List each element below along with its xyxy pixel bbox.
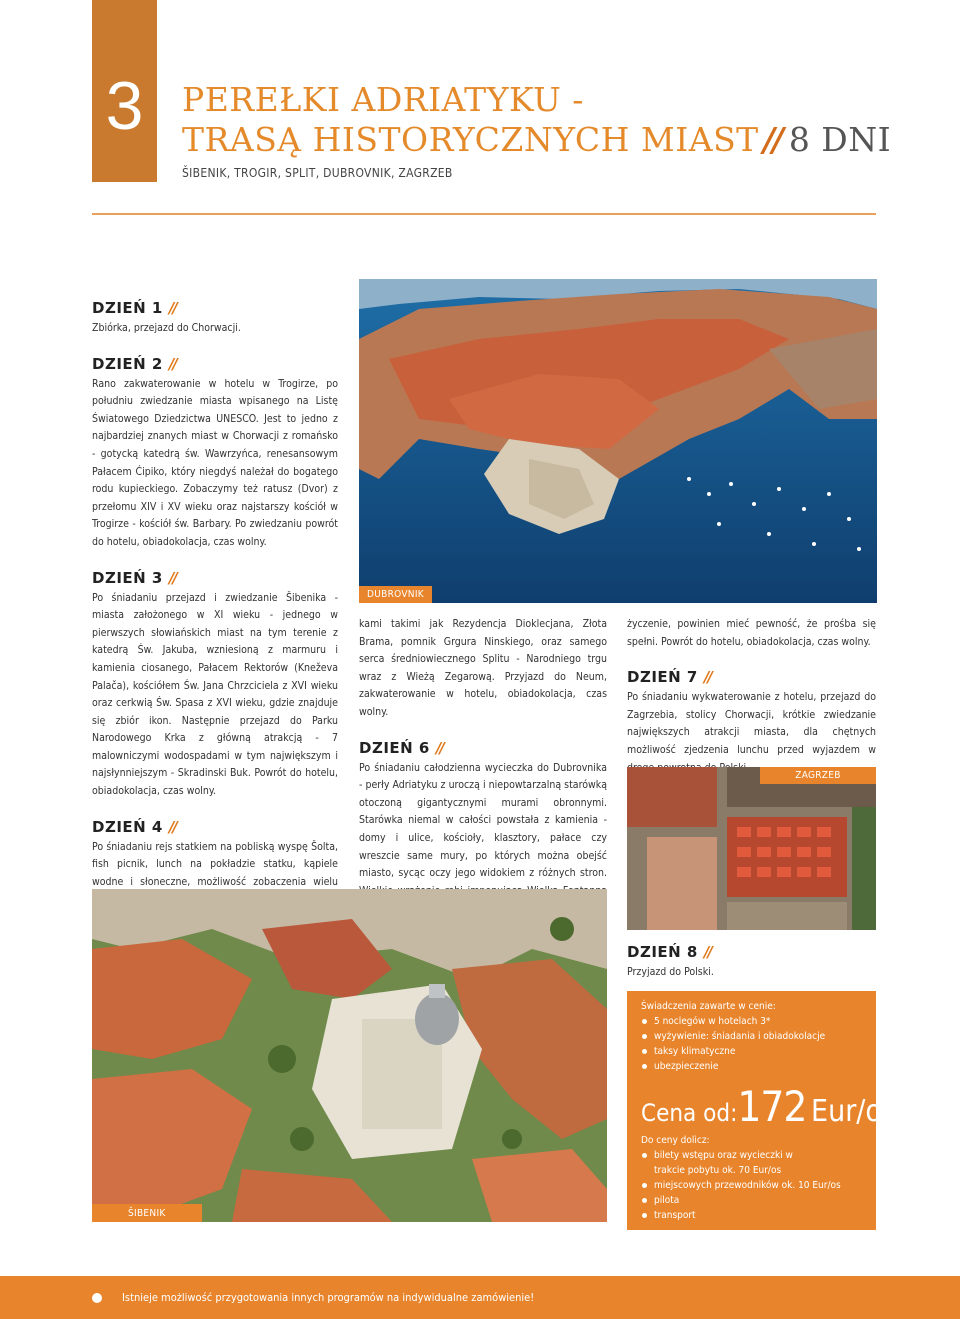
day-8-block xyxy=(627,942,876,982)
day-7-title: DZIEŃ 7 xyxy=(627,668,698,687)
slash-icon: // xyxy=(703,668,711,687)
day-6-heading xyxy=(359,738,607,758)
day-8-text: Przyjazd do Polski. xyxy=(627,966,714,978)
day-7-text: Po śniadaniu wykwaterowanie z hotelu, przejazd do Zagrzebia, stolicy Chorwacji, krótkie zwiedzanie największych atrakcji miasta, dla chętnych możliwość zjedzenia lunchu przed wyjazdem w xyxy=(627,691,876,756)
extra-item: miejscowych przewodników ok. 10 Eur/os xyxy=(641,1178,876,1193)
slash-icon: // xyxy=(168,568,176,587)
extra-item: bilety wstępu oraz wycieczki w trakcie pobytu ok. 70 Eur/os xyxy=(641,1148,824,1178)
column-3 xyxy=(627,616,876,777)
day-4-title: DZIEŃ 4 xyxy=(92,817,163,836)
price-box xyxy=(627,991,896,1230)
program-number-block xyxy=(92,0,157,182)
duration: 8 DNI xyxy=(788,120,892,159)
slash-icon: // xyxy=(703,943,711,961)
slash-icon: // xyxy=(435,738,443,757)
dubrovnik-photo xyxy=(359,279,877,603)
extra-item: pilota xyxy=(641,1193,876,1208)
zagrzeb-photo xyxy=(627,767,876,930)
extra-item: transport xyxy=(641,1208,876,1223)
title-line-2-text: TRASĄ HISTORYCZNYCH MIAST xyxy=(182,120,759,159)
dubrovnik-caption: DUBROVNIK xyxy=(359,586,432,603)
title-separator: // xyxy=(762,120,781,159)
day-1-title: DZIEŃ 1 xyxy=(92,299,163,317)
program-number: 3 xyxy=(105,68,144,144)
day-6-text: Po śniadaniu całodzienna wycieczka do Dubrovnika - perły Adriatyku z uroczą i niepowtarzalną starówką otoczoną gigantycznymi murami obronnymi. Starówka niemal w całości powstała z kamienia - domy i ulice, kościoły, klasztory, pałace czy wreszcie same mury, po których można obejść miasto, sycąc oczy jego widokiem z różnych stron. xyxy=(359,761,607,880)
price-value: 172 xyxy=(737,1082,807,1131)
day-4-text: Po śniadaniu rejs statkiem na pobliską wyspę Šolta, fish picnik, lunch na pokładzie statku, kąpiele wodne i słoneczne, możliwość zobaczenia wielu xyxy=(92,840,338,888)
extra-label: Do ceny dolicz: xyxy=(641,1135,710,1146)
price-line xyxy=(641,1082,896,1131)
dubrovnik-image xyxy=(359,279,877,603)
day-2-heading xyxy=(92,354,338,374)
footer-note: Istnieje możliwość przygotowania innych programów na indywidualne zamówienie! xyxy=(122,1291,535,1304)
included-item: 5 noclegów w hotelach 3* xyxy=(641,1014,876,1029)
included-item: ubezpieczenie xyxy=(641,1059,876,1074)
included-list xyxy=(641,1014,876,1074)
day-6-continuation: życzenie, powinien mieć pewność, że prośba się spełni. Powrót do hotelu, obiadokolacja, czas wolny. xyxy=(627,618,876,648)
slash-icon: // xyxy=(168,299,176,317)
title-line-1: PEREŁKI ADRIATYKU - xyxy=(182,80,584,119)
header-divider xyxy=(92,213,876,215)
day-3-title: DZIEŃ 3 xyxy=(92,568,163,587)
page-title xyxy=(182,80,891,160)
zagrzeb-caption: ZAGRZEB xyxy=(760,767,876,784)
day-5-continuation: kami takimi jak Rezydencja Dioklecjana, Złota Brama, pomnik Grgura Ninskiego, oraz samego serca średniowiecznego Splitu - Narodniego trgu wraz z Wieżą Zegarową. Przyjazd do Neum, zakwaterowanie w hotelu, obiadokolacja, czas wolny. xyxy=(359,618,607,718)
footer-bar xyxy=(0,1276,960,1319)
day-2-title: DZIEŃ 2 xyxy=(92,354,163,373)
included-item: wyżywienie: śniadania i obiadokolacje xyxy=(641,1029,876,1044)
day-2-text: Rano zakwaterowanie w hotelu w Trogirze, po południu zwiedzanie miasta wpisanego na Listę Światowego Dziedzictwa UNESCO. Jest to jedno z najbardziej znanych miast w Chorwacji z romańsko - gotycką katedrą św. Wawrzyńca, renesansowym Pałacem Ćipiko, który niegdyś należał do bogatego rodu kupieckiego. Zobaczymy też ratusz (Dvor) z przełomu XIV i XV wieku oraz najstarszy kościół w Trogirze - kościół św. Barbary. Po zwiedzaniu powrót do hotelu, obiadokolacja, czas wolny. xyxy=(92,377,338,548)
title-line-2 xyxy=(182,120,891,160)
day-7-heading xyxy=(627,667,876,687)
bullet-icon xyxy=(92,1293,102,1303)
day-3-heading xyxy=(92,568,338,588)
price-prefix: Cena od: xyxy=(641,1099,738,1127)
price-unit: Eur/os xyxy=(811,1094,896,1129)
included-item: taksy klimatyczne xyxy=(641,1044,876,1059)
sibenik-caption: ŠIBENIK xyxy=(92,1204,202,1222)
day-1-text: Zbiórka, przejazd do Chorwacji. xyxy=(92,322,241,334)
sibenik-image xyxy=(92,889,607,1222)
day-3-text: Po śniadaniu przejazd i zwiedzanie Šibenika - miasta założonego w XI wieku - jednego w pierwszych słowiańskich miast na tym terenie z katedrą Św. Jakuba, wzniesioną z marmuru i kamienia ciosanego, Pałacem Rektorów (Kneževa Palača), kościółem Św. Jana Chrzciciela z XVI wieku oraz cerkwią Św. Spasa z XVI wieku, gdzie znajduje się zbiór ikon. Następnie przejazd do Parku Narodowego Krka z główną atrakcją - 7 malowniczymi wodospadami w tym największym i najsłynniejszym - Skradinski Buk. Powrót do hotelu, obiadokolacja, czas wolny. xyxy=(92,591,338,798)
day-8-title: DZIEŃ 8 xyxy=(627,943,698,961)
day-6-title: DZIEŃ 6 xyxy=(359,738,430,757)
sibenik-photo xyxy=(92,889,607,1222)
day-1-heading xyxy=(92,298,338,318)
slash-icon: // xyxy=(168,354,176,373)
day-4-heading xyxy=(92,817,338,837)
day-8-heading xyxy=(627,942,876,962)
slash-icon: // xyxy=(168,817,176,836)
extra-list xyxy=(641,1148,876,1223)
included-label: Świadczenia zawarte w cenie: xyxy=(641,1001,776,1012)
zagrzeb-image xyxy=(627,767,876,930)
cities-subtitle: ŠIBENIK, TROGIR, SPLIT, DUBROVNIK, ZAGRZEB xyxy=(182,166,453,180)
